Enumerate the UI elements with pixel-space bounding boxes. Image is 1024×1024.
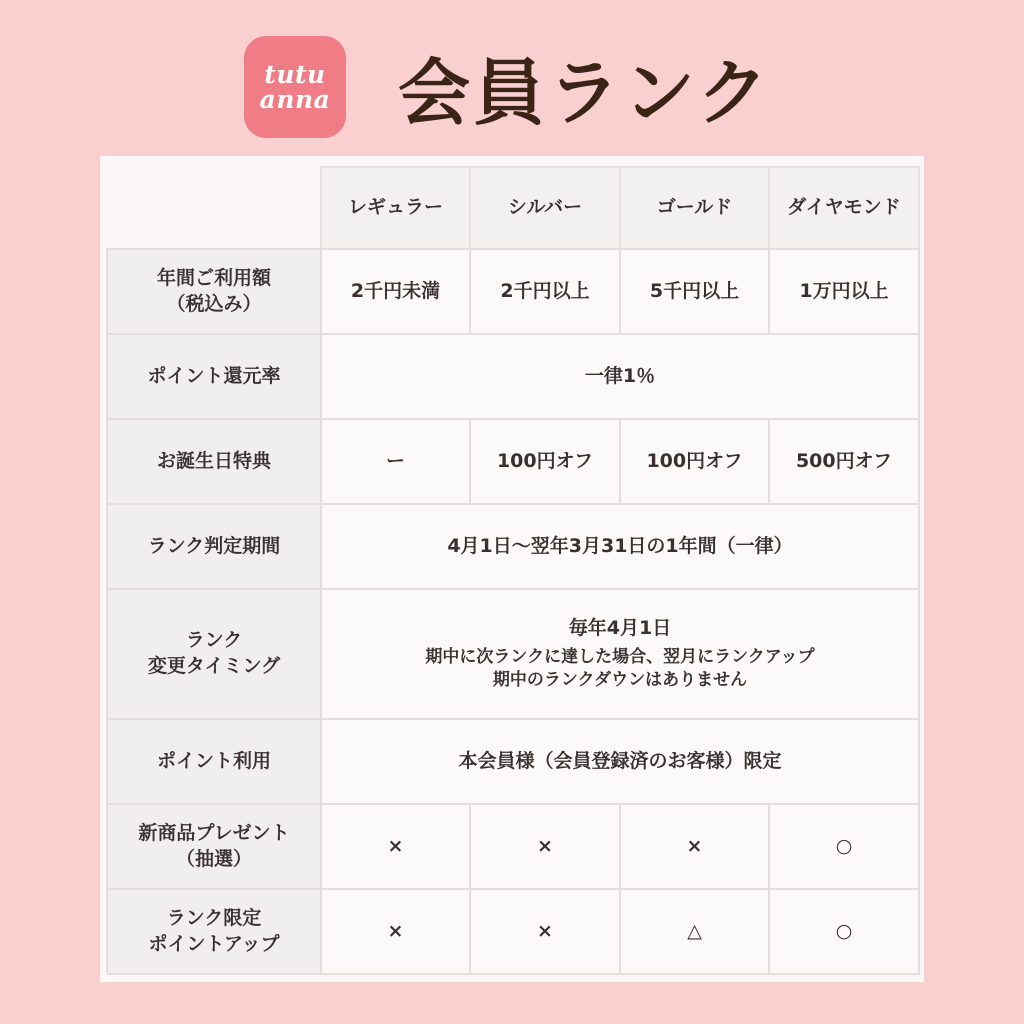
- row-header-birthday: お誕生日特典: [107, 419, 321, 504]
- cell-line: 毎年4月1日: [568, 617, 672, 640]
- column-header-regular: レギュラー: [321, 167, 470, 249]
- table-cell: 2千円未満: [321, 249, 470, 334]
- header-corner-cell: [107, 167, 321, 249]
- cell-line: 期中のランクダウンはありません: [492, 669, 748, 690]
- table-cell: ○: [769, 804, 919, 889]
- row-header-line: ランク: [185, 629, 243, 652]
- table-cell: 100円オフ: [470, 419, 620, 504]
- row-header-point-use: ポイント利用: [107, 719, 321, 804]
- table-cell-merged: [321, 589, 919, 719]
- table-cell: 2千円以上: [470, 249, 620, 334]
- table-row: [107, 889, 919, 974]
- row-header-judgment-period: ランク判定期間: [107, 504, 321, 589]
- table-cell: ー: [321, 419, 470, 504]
- table-cell: △: [620, 889, 769, 974]
- table-cell: 5千円以上: [620, 249, 769, 334]
- table-row: [107, 589, 919, 719]
- table-cell: ×: [470, 804, 620, 889]
- row-header-annual-spend: [107, 249, 321, 334]
- table-row: [107, 334, 919, 419]
- table-cell: ×: [321, 889, 470, 974]
- row-header-line: （抽選）: [175, 847, 252, 870]
- row-header-line: 年間ご利用額: [156, 266, 271, 289]
- column-header-gold: ゴールド: [620, 167, 769, 249]
- rank-table: [106, 166, 920, 975]
- tutuanna-logo: [244, 36, 346, 138]
- table-header-row: [107, 167, 919, 249]
- row-header-line: ランク限定: [166, 906, 262, 929]
- table-cell-merged: 一律1％: [321, 334, 919, 419]
- table-cell: ×: [470, 889, 620, 974]
- table-cell: 1万円以上: [769, 249, 919, 334]
- row-header-line: 新商品プレゼント: [138, 821, 290, 844]
- table-row: [107, 419, 919, 504]
- table-row: [107, 719, 919, 804]
- row-header-new-product: [107, 804, 321, 889]
- table-cell-merged: 本会員様（会員登録済のお客様）限定: [321, 719, 919, 804]
- page-title: 会員ランク: [398, 51, 772, 135]
- rank-table-panel: [100, 156, 924, 982]
- table-cell: 500円オフ: [769, 419, 919, 504]
- table-cell: 100円オフ: [620, 419, 769, 504]
- cell-line: 期中に次ランクに達した場合、翌月にランクアップ: [425, 646, 815, 667]
- table-row: [107, 804, 919, 889]
- row-header-change-timing: [107, 589, 321, 719]
- column-header-silver: シルバー: [470, 167, 620, 249]
- row-header-line: 変更タイミング: [147, 655, 281, 677]
- table-cell: ○: [769, 889, 919, 974]
- table-cell-merged: 4月1日～翌年3月31日の1年間（一律）: [321, 504, 919, 589]
- column-header-diamond: ダイヤモンド: [769, 167, 919, 249]
- row-header-rank-point-up: [107, 889, 321, 974]
- table-cell: ×: [321, 804, 470, 889]
- row-header-point-rate: ポイント還元率: [107, 334, 321, 419]
- logo-text-line2: anna: [259, 85, 331, 114]
- row-header-line: ポイントアップ: [148, 932, 280, 955]
- logo-text-line1: tutu: [264, 60, 326, 89]
- table-row: [107, 249, 919, 334]
- row-header-line: （税込み）: [166, 292, 262, 315]
- table-cell: ×: [620, 804, 769, 889]
- table-row: [107, 504, 919, 589]
